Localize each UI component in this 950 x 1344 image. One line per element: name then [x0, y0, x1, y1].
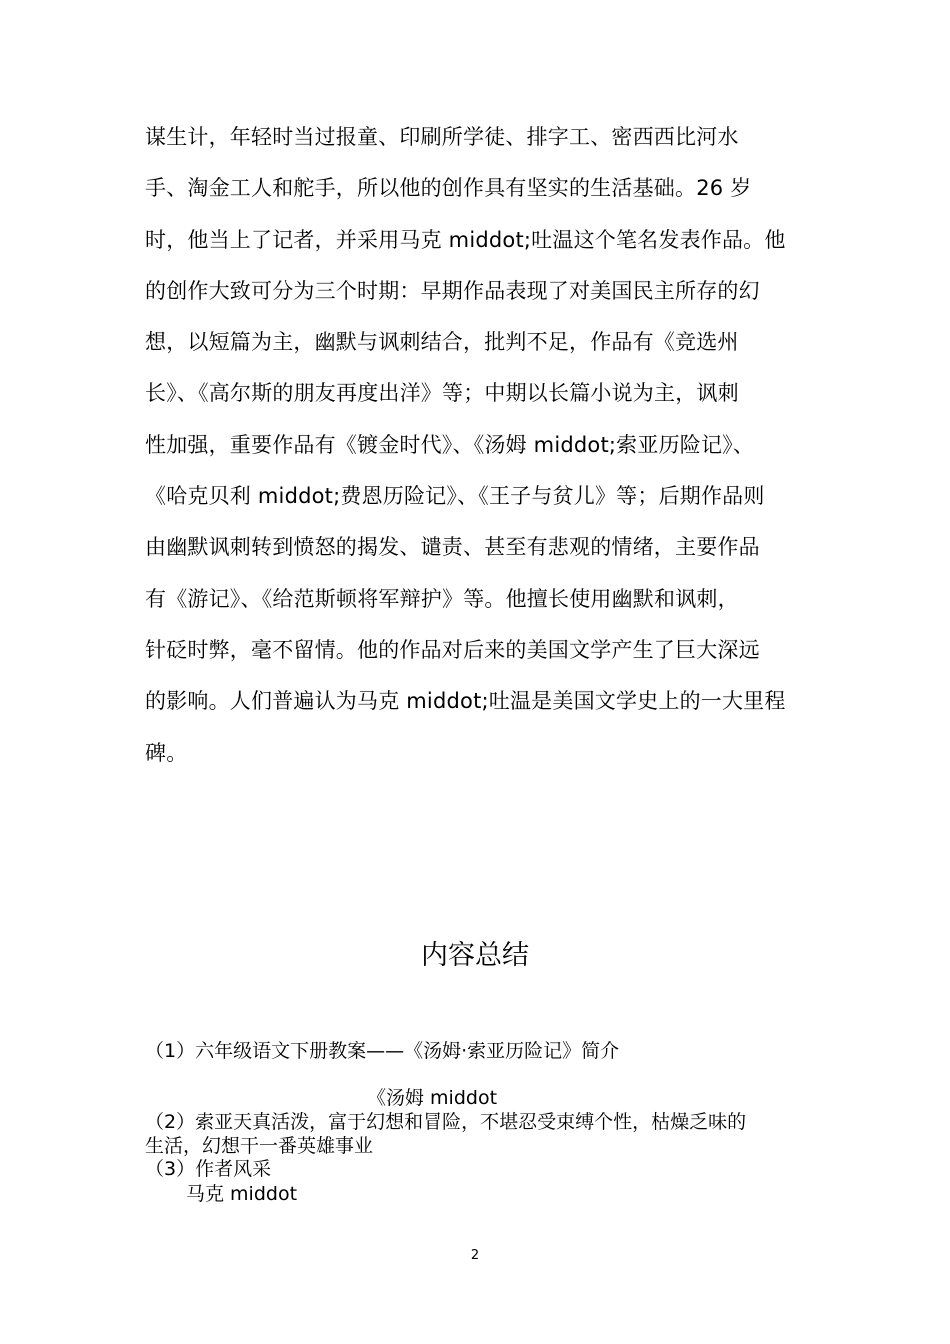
summary-item-2-line-2: 生活，幻想干一番英雄事业: [145, 1135, 374, 1157]
body-line: 想，以短篇为主，幽默与讽刺结合，批判不足，作品有《竞选州: [145, 330, 739, 355]
body-line: 时，他当上了记者，并采用马克 middot;吐温这个笔名发表作品。他: [145, 227, 786, 252]
page-number: 2: [470, 1248, 480, 1263]
body-line: 手、淘金工人和舵手，所以他的创作具有坚实的生活基础。26 岁: [145, 176, 752, 201]
body-line: 《哈克贝利 middot;费恩历险记》、《王子与贫儿》等；后期作品则: [145, 484, 765, 509]
body-line: 性加强，重要作品有《镀金时代》、《汤姆 middot;索亚历险记》、: [145, 432, 755, 457]
body-line: 由幽默讽刺转到愤怒的揭发、谴责、甚至有悲观的情绪，主要作品: [145, 535, 760, 560]
summary-item-3: （3）作者风采: [145, 1158, 272, 1180]
body-line: 长》、《高尔斯的朋友再度出洋》等；中期以长篇小说为主，讽刺: [145, 381, 739, 406]
body-line: 有《游记》、《给范斯顿将军辩护》等。他擅长使用幽默和讽刺，: [145, 586, 739, 611]
summary-centered-fragment: 《汤姆 middot: [367, 1087, 498, 1109]
summary-item-2-line-1: （2）索亚天真活泼，富于幻想和冒险，不堪忍受束缚个性，枯燥乏味的: [145, 1111, 747, 1133]
body-line: 的影响。人们普遍认为马克 middot;吐温是美国文学史上的一大里程: [145, 689, 786, 714]
body-line: 谋生计，年轻时当过报童、印刷所学徒、排字工、密西西比河水: [145, 125, 739, 149]
summary-title: 内容总结: [421, 940, 529, 971]
body-line: 碑。: [145, 740, 188, 765]
body-line: 的创作大致可分为三个时期：早期作品表现了对美国民主所存的幻: [145, 278, 760, 303]
body-paragraph: [145, 118, 805, 785]
summary-indented-fragment: 马克 middot: [186, 1183, 298, 1205]
summary-item-1: （1）六年级语文下册教案——《汤姆·索亚历险记》简介: [145, 1040, 620, 1062]
body-line: 针砭时弊，毫不留情。他的作品对后来的美国文学产生了巨大深远: [145, 637, 760, 662]
